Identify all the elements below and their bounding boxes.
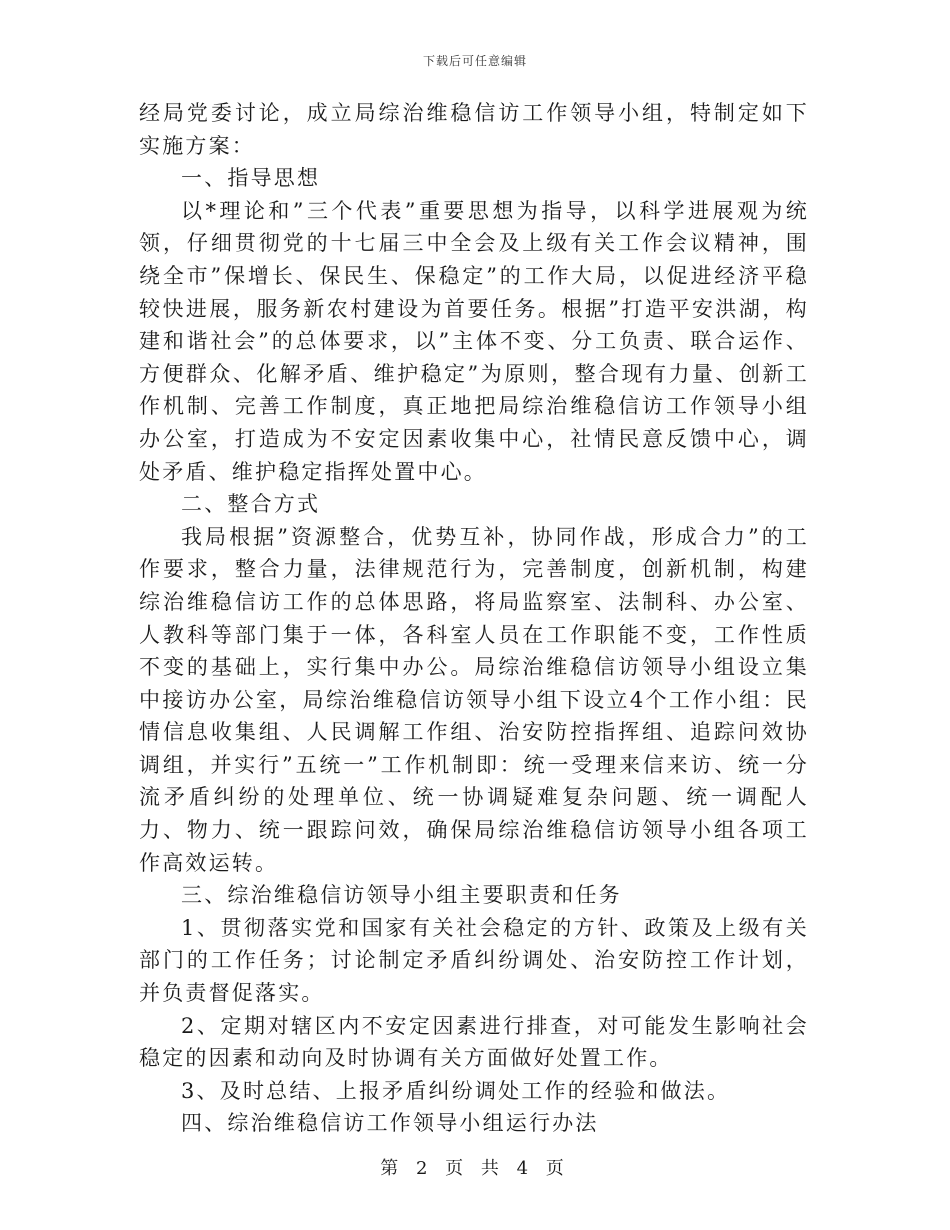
- footer-prefix: 第: [380, 1158, 405, 1179]
- section-heading-1: 一、指导思想: [181, 166, 321, 191]
- paragraph-duty-3: 3、及时总结、上报矛盾纠纷调处工作的经验和做法。: [181, 1078, 731, 1103]
- header-note: 下载后可任意编辑: [422, 54, 527, 68]
- paragraph-duty-2: 2、定期对辖区内不安定因素进行排查，对可能发生影响社会稳定的因素和动向及时协调有关方面做好处置工作。: [139, 1013, 809, 1071]
- footer-middle: 页 共: [445, 1158, 505, 1179]
- footer-total-pages: 4: [516, 1158, 535, 1179]
- paragraph-guiding-thought: 以*理论和”三个代表”重要思想为指导，以科学进展观为统领，仔细贯彻党的十七届三中全会及上级有关工作会议精神，围绕全市”保增长、保民生、保稳定”的工作大局，以促进经济平稳较快进展，服务新农村建设为首要任务。根据”打造平安洪湖，构建和谐社会”的总体要求，以”主体不变、分工负责、联合运作、方便群众、化解矛盾、维护稳定”为原则，整合现有力量、创新工作机制、完善工作制度，真正地把局综治维稳信访工作领导小组办公室，打造成为不安定因素收集中心，社情民意反馈中心，调处矛盾、维护稳定指挥处置中心。: [139, 198, 809, 484]
- section-heading-2: 二、整合方式: [181, 492, 321, 517]
- document-body: [139, 97, 809, 1140]
- footer-suffix: 页: [545, 1158, 570, 1179]
- section-heading-4: 四、综治维稳信访工作领导小组运行办法: [181, 1111, 599, 1136]
- page-footer: [0, 1154, 950, 1180]
- paragraph-duty-1: 1、贯彻落实党和国家有关社会稳定的方针、政策及上级有关部门的工作任务；讨论制定矛盾纠纷调处、治安防控工作计划，并负责督促落实。: [139, 915, 809, 1006]
- footer-page-number: 2: [415, 1158, 434, 1179]
- paragraph-integration: 我局根据”资源整合，优势互补，协同作战，形成合力”的工作要求，整合力量，法律规范行为，完善制度，创新机制，构建综治维稳信访工作的总体思路，将局监察室、法制科、办公室、人教科等部门集于一体，各科室人员在工作职能不变，工作性质不变的基础上，实行集中办公。局综治维稳信访领导小组设立集中接访办公室，局综治维稳信访领导小组下设立4个工作小组：民情信息收集组、人民调解工作组、治安防控指挥组、追踪问效协调组，并实行”五统一”工作机制即：统一受理来信来访、统一分流矛盾纠纷的处理单位、统一协调疑难复杂问题、统一调配人力、物力、统一跟踪问效，确保局综治维稳信访领导小组各项工作高效运转。: [139, 524, 809, 875]
- section-heading-3: 三、综治维稳信访领导小组主要职责和任务: [181, 883, 622, 908]
- paragraph-intro: 经局党委讨论，成立局综治维稳信访工作领导小组，特制定如下实施方案：: [139, 101, 809, 158]
